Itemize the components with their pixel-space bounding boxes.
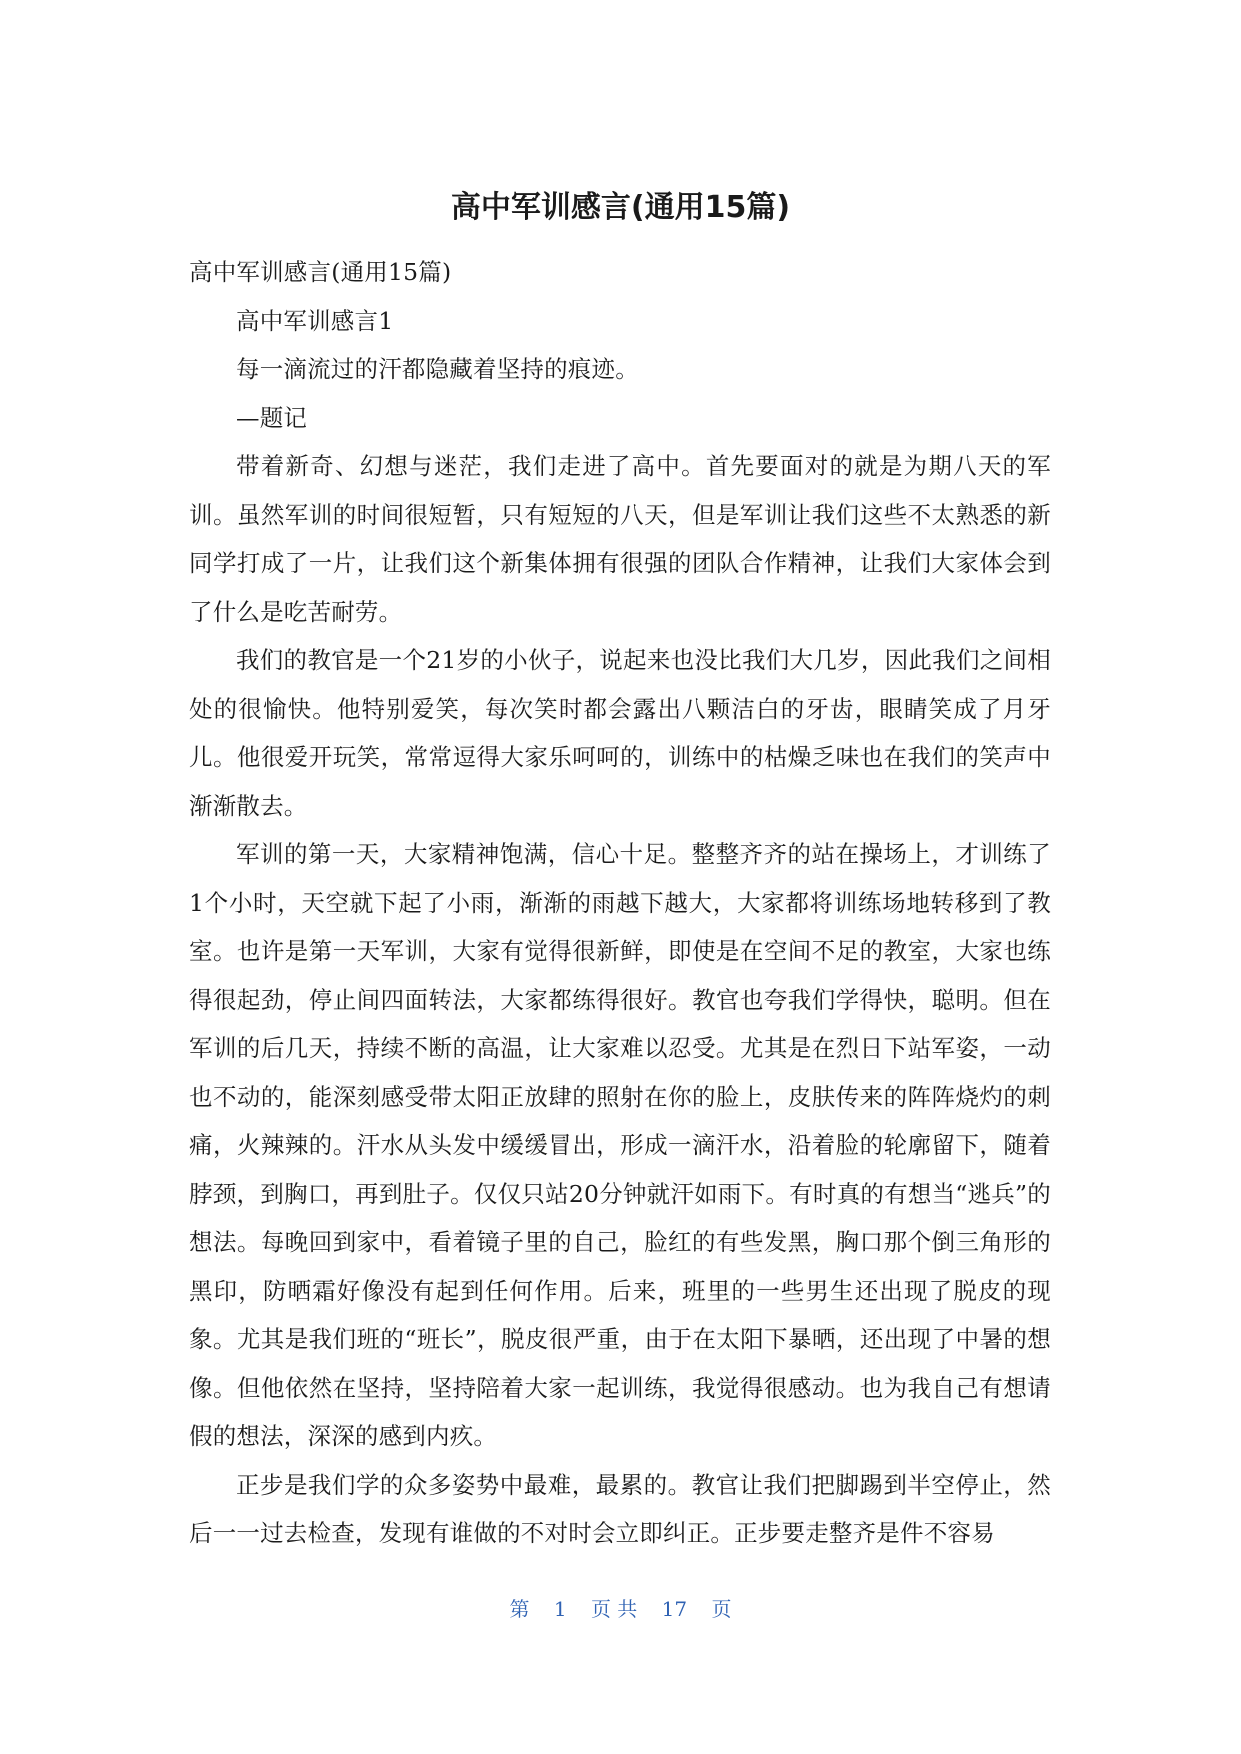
epigraph: 每一滴流过的汗都隐藏着坚持的痕迹。 (236, 355, 639, 383)
body-paragraph: 我们的教官是一个21岁的小伙子，说起来也没比我们大几岁，因此我们之间相处的很愉快。他特别爱笑，每次笑时都会露出八颗洁白的牙齿，眼睛笑成了月牙儿。他很爱开玩笑，常常逗得大家乐呵呵的，训练中的枯燥乏味也在我们的笑声中渐渐散去。 (189, 646, 1051, 820)
footer-label-page: 第 (509, 1597, 530, 1621)
document-title: 高中军训感言(通用15篇) (450, 190, 791, 225)
body-paragraph: 正步是我们学的众多姿势中最难，最累的。教官让我们把脚踢到半空停止，然后一一过去检查，发现有谁做的不对时会立即纠正。正步要走整齐是件不容易 (189, 1470, 1051, 1547)
section-heading: 高中军训感言1 (236, 306, 394, 335)
footer-label-of: 页 共 (590, 1597, 638, 1621)
epigraph-attribution: —题记 (236, 403, 308, 432)
document-body (189, 248, 1051, 1558)
page-footer (0, 1593, 1241, 1622)
document-subtitle: 高中军训感言(通用15篇) (189, 258, 452, 286)
footer-label-pages: 页 (711, 1597, 732, 1621)
body-paragraph: 带着新奇、幻想与迷茫，我们走进了高中。首先要面对的就是为期八天的军训。虽然军训的时间很短暂，只有短短的八天，但是军训让我们这些不太熟悉的新同学打成了一片，让我们这个新集体拥有很强的团队合作精神，让我们大家体会到了什么是吃苦耐劳。 (189, 452, 1051, 626)
body-paragraph: 军训的第一天，大家精神饱满，信心十足。整整齐齐的站在操场上，才训练了1个小时，天空就下起了小雨，渐渐的雨越下越大，大家都将训练场地转移到了教室。也许是第一天军训，大家有觉得很新鲜，即使是在空间不足的教室，大家也练得很起劲，停止间四面转法，大家都练得很好。教官也夸我们学得快，聪明。但在军训的后几天，持续不断的高温，让大家难以忍受。尤其是在烈日下站军姿，一动也不动的，能深刻感受带太阳正放肆的照射在你的脸上，皮肤传来的阵阵烧灼的刺痛，火辣辣的。汗水从头发中缓缓冒出，形成一滴汗水，沿着脸的轮廓留下，随着脖颈，到胸口，再到肚子。仅仅只站20分钟就汗如雨下。有时真的有想当“逃兵”的想法。每晚回到家中，看着镜子里的自己，脸红的有些发黑，胸口那个倒三角形的黑印，防晒霜好像没有起到任何作用。后来，班里的一些男生还出现了脱皮的现象。尤其是我们班的“班长”，脱皮很严重，由于在太阳下暴晒，还出现了中暑的想像。但他依然在坚持，坚持陪着大家一起训练，我觉得很感动。也为我自己有想请假的想法，深深的感到内疚。 (189, 840, 1051, 1450)
footer-current-page: 1 (553, 1597, 567, 1621)
footer-total-pages: 17 (661, 1597, 688, 1621)
